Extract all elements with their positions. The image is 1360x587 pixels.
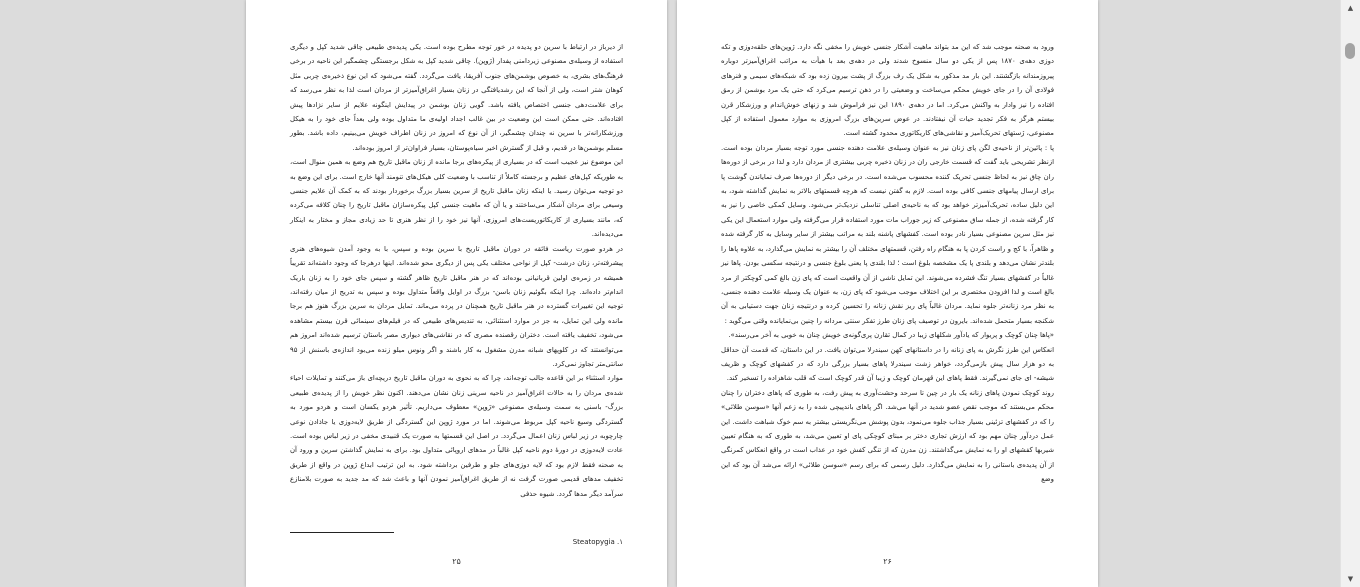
paragraph: در هردو صورت ریاست فائقه در دوران ماقبل تاریخ با سرین بوده و سپس، با به وجود آمدن شیوه‌های هنری پیشرفته‌تر، زنان درشت- کپل از نواحی مختلف یکی پس از دیگری محو شده‌اند. اینها درهرجا که وجود داشته‌اند تقریباً همیشه در زمره‌ی اولین قربانیانی بوده‌اند که در هنر ماقبل تاریخ ظاهر گشته و سپس جای خود را به زنان باریک اندام‌تر داده‌اند. چرا اینکه بگوئیم زنان باسن- بزرگ در اوایل واقعاً متداول بوده و سپس به تدریج از میان رفته‌اند، توجیه این تغییرات گسترده در هنر ماقبل تاریخ همچنان در پرده می‌ماند. تمایل مردان به سرین بزرگ هنوز هم برجا مانده ولی این تمایل، به جز در موارد استثنائی، به تندیس‌های طبیعی که در فیلم‌های سینمائی قرن بیستم مشاهده می‌شود، تخفیف یافته است. دختران رقصنده مصری که در نقاشی‌های دیواری مصر باستان ترسیم شده‌اند امروز هم می‌توانستند که در کلوپهای شبانه مدرن مشغول به کار باشند و اگر ونوس میلو زنده می‌بود اندازه‌ی باسنش از ۹۵ سانتی‌متر تجاوز نمی‌کرد. [290, 244, 623, 368]
page-text [721, 40, 1054, 487]
page-number: ۲۶ [883, 557, 892, 566]
page-text [290, 40, 623, 501]
paragraph: ورود به صحنه موجب شد که این مد بتواند ماهیت آشکار جنسی خویش را مخفی نگه دارد. ژوپن‌های حلقه‌دوزی و تکه دوزی دهه‌ی ۱۸۷۰ پس از یکی دو سال منسوخ شدند ولی در دهه‌ی بعد با هیأت به مراتب اغراق‌آمیزتر دوباره پیروزمندانه بازگشتند. این بار مد مذکور به شکل یک رف بزرگ از پشت بیرون زده بود که شبکه‌های سیمی و فنرهای فولادی آن را در جای خویش محکم می‌ساخت و وضعیتی را در ذهن ترسیم می‌کرد که حتی یک مرد بوشمن از رمق افتاده را نیز وادار به واکنش می‌کرد. اما در دهه‌ی ۱۸۹۰ این نیز فراموش شد و زنهای خوش‌اندام و ورزشکار قرن بیستم هرگز به فکر تجدید حیات آن نیفتادند. در عوض سرین‌های بزرگ امروزی به موارد معمول استفاده از کپل مصنوعی، ژستهای تحریک‌آمیز و نقاشی‌های کاریکاتوری محدود گشته است. [721, 43, 1054, 138]
paragraph: پا : پائین‌تر از ناحیه‌ی لگن پای زنان نیز به عنوان وسیله‌ی علامت دهنده جنسی مورد توجه بسیار مردان بوده است. ازنظر تشریحی باید گفت که قسمت خارجی ران در زنان ذخیره چربی بیشتری از مردان دارد و لذا در برخی از دوره‌ها ران چاق نیز به لحاظ جنسی تحریک کننده محسوب می‌شده است. در برخی دیگر از دوره‌ها صرف نمایاندن گوشت پا برای ارسال پیامهای جنسی کافی بوده است. لازم به گفتن نیست که هرچه قسمتهای بالاتر به نمایش گذاشته شود، به این دلیل ساده، تحریک‌آمیزتر خواهد بود که به ناحیه‌ی اصلی تناسلی نزدیک‌تر می‌شود. وسایل کمکی خاصی را نیز به کار گرفته شده، از جمله ساق مصنوعی که زیر جوراب مات مورد استفاده قرار می‌گرفته ولی موارد استعمال این یکی نیز مثل سرین مصنوعی بسیار نادر بوده است. کفشهای پاشنه بلند به مراتب بیشتر از سایر وسایل به کار گرفته شده و ظاهراً، با کج و راست کردن پا به هنگام راه رفتن، قسمتهای مختلف آن را بیشتر به نمایش می‌گذارد، به علاوه پاها را بلندتر نشان می‌دهد و بلندی پا یک مشخصه بلوغ است ؛ لذا بلندی پا یعنی بلوغ جنسی و درنتیجه سکسی بودن. پاها نیز غالباً در کفشهای بسیار تنگ فشرده می‌شوند. این تمایل ناشی از آن واقعیت است که پای زن بالغ کمی کوچکتر از مرد بالغ است و لذا افزودن مختصری بر این اختلاف موجب می‌شود که پای زن، به عنوان یک وسیله علامت دهنده جنسی، به نظر مرد زنانه‌تر جلوه نماید. مردان غالباً پای ریز نقش زنانه را تحسین کرده و درنتیجه زنان جهت دستیابی به آن شکنجه بسیار متحمل شده‌اند. بایرون در توصیف پای زنان طرز تفکر سنتی مردانه را چنین بی‌نمایانده وقتی می‌گوید : [721, 143, 1054, 325]
vertical-scrollbar[interactable] [1340, 0, 1360, 587]
paragraph: این موضوع نیز عجیب است که در بسیاری از پیکره‌های برجا مانده از زنان ماقبل تاریخ هم وضع به همین منوال است، به طوریکه کپل‌های عظیم و برجسته کاملاً از تناسب با وضعیت کلی هیکل‌های تنومند آنها خارج است. برای این وضع به دو توجیه می‌توان رسید. یا اینکه زنان ماقبل تاریخ از سرین بسیار بزرگ برخوردار بودند که به کمک آن علایم جنسی وسیعی برای مردان آشکار می‌ساختند و یا آن که ماهیت جنسی کپل پیکره‌سازان ماقبل تاریخ را چنان کلافه می‌کرده که، مانند بسیاری از کاریکاتوریست‌های امروزی، آنها نیز خود را از نظر هنری تا حد زیادی مجاز و مختار به اینکار می‌دیده‌اند. [290, 158, 623, 239]
paragraph: روند کوچک نمودن پاهای زنانه یک بار در چین تا سرحد وحشت‌آوری به پیش رفت، به طوری که پاهای دختران را چنان محکم می‌بستند که موجب نقص عضو شدید در آنها می‌شد. اگر پاهای باندپیچی شده را به زعم آنها «سوسن طلائی» را که در کفشهای تزئینی بسیار جذاب جلوه می‌نمود، بدون پوشش می‌نگریستی بیشتر به سم خوک شباهت داشت. این عمل دردآور چنان مهم بود که ارزش تجاری دختر بر مبنای کوچکی پای او تعیین می‌شد، به طوری که به هنگام تعیین شیربها کفشهای او را به نمایش می‌گذاشتند. زن مدرن که از تنگی کفش خود در عذاب است در واقع انعکاس کمرنگی از آن پدیده‌ی باستانی را به نمایش می‌گذارد. دلیل رسمی که برای رسم «سوسن طلائی» ارائه می‌شد آن بود که این وضع [721, 388, 1054, 484]
paragraph: «پاها چنان کوچک و پریوار که یادآور شکلهای زیبا در کمال تقارن پری‌گونه‌ی خویش چنان به خوبی به آخر می‌رسند». [728, 331, 1054, 340]
footnote-divider [290, 532, 394, 533]
page-26 [677, 0, 1098, 587]
scroll-up-arrow-icon[interactable]: ▲ [1347, 4, 1354, 12]
scrollbar-thumb[interactable] [1345, 43, 1355, 59]
paragraph: از دیرباز در ارتباط با سرین دو پدیده در خور توجه مطرح بوده است. یکی پدیده‌ی طبیعی چاقی شدید کپل و دیگری استفاده از وسیله‌ی مصنوعی زیردامنی پفدار (ژوپن). چاقی شدید کپل به شکل برجستگی چشمگیر این ناحیه در برخی فرهنگ‌های بشری، به خصوص بوشمن‌های جنوب آفریقا، یافت می‌گردد. گفته می‌شود که این نوع ذخیره‌ی چربی مثل کوهان شتر است، ولی از آنجا که این رشدیافتگی در زنان بسیار اغراق‌آمیزتر از مردان است لذا به نظر می‌رسد که برای علامت‌دهی جنسی اختصاص یافته باشد. گویی زنان بوشمن در پیدایش اینگونه علایم از سایر نژادها پیش افتاده‌اند. حتی ممکن است این وضعیت در بین غالب اجداد اولیه‌ی ما متداول بوده ولی بعداً جای خود را به هیکل ورزشکارانه‌تر با سرین نه چندان چشمگیر، از آن نوع که امروز در زنان اطراف خویش می‌بینیم، داده باشد. بطور مسلم بوشمن‌ها در قدیم، و قبل از گسترش اخیر سیاه‌پوستان، بسیار فراوان‌تر از امروز بوده‌اند. [290, 43, 623, 152]
page-number: ۲۵ [452, 557, 461, 566]
footnote: ۱. Steatopygia [572, 538, 623, 546]
paragraph: انعکاس این طرز نگرش به پای زنانه را در داستانهای کهن سیندرلا می‌توان یافت. در این داستان، که قدمت آن حداقل به دو هزار سال پیش بازمی‌گردد، خواهر زشت سیندرلا پاهای بسیار بزرگی دارد که در کفشهای کوچک و ظریف شیشه- ای جای نمی‌گیرند. فقط پاهای این قهرمان کوچک و زیبا آن قدر کوچک است که قلب شاهزاده را تسخیر کند. [721, 345, 1054, 383]
scroll-down-arrow-icon[interactable]: ▼ [1347, 575, 1354, 583]
paragraph: موارد استثناء بر این قاعده جالب توجه‌اند، چرا که به نحوی به دوران ماقبل تاریخ دریچه‌ای باز می‌کنند و تمایلات احیاء شده‌ی مردان را به حالات اغراق‌آمیز در ناحیه سرینی زنان نشان می‌دهند. اکنون نظر خویش را از پدیده‌ی طبیعی بزرگ- باسنی به سمت وسیله‌ی مصنوعی «ژوپن» معطوف می‌داریم. تأثیر هردو یکسان است و هردو مورد به گستردگی وسیع ناحیه کپل مربوط می‌شوند. اما در مورد ژوپن این گستردگی از طریق لایه‌دوزی یا جاذادن نوعی چارچوبه در زیر لباس زنان اعمال می‌گردد. در اصل این قسمتها به صورت یک قنبیدی مخفی در زیر لباس بوده است. عادت لایه‌دوزی در دورهٔ دوم ناحیه کپل غالباً در مدهای اروپائی متداول بود. برای به نمایش گذاشتن سرین و ورود آن به صحنه فقط لازم بود که لایه دوزی‌های جلو و طرفین برداشته شود. به این ترتیب ابداع ژوپن در واقع از طریق تخفیف مدهای قدیمی صورت گرفت نه از طریق اغراق‌آمیز نمودن آنها و باعث شد که مد جدید به صورت بلامنازع سرآمد دیگر مدها گردد. شیوه حذفی [290, 374, 623, 498]
page-25 [246, 0, 667, 587]
